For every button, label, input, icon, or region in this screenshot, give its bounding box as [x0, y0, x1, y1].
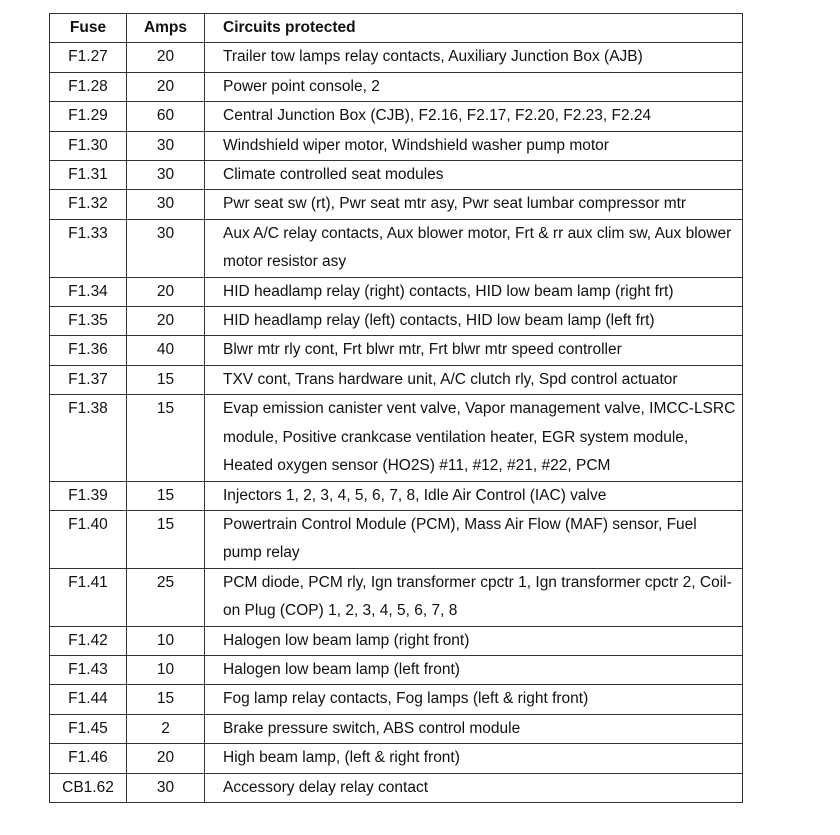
fuse-cell: F1.28	[50, 72, 127, 101]
circuits-cell: Pwr seat sw (rt), Pwr seat mtr asy, Pwr seat lumbar compressor mtr	[205, 190, 743, 219]
amps-cell: 15	[127, 481, 205, 510]
circuits-cell: Brake pressure switch, ABS control module	[205, 714, 743, 743]
amps-cell: 20	[127, 307, 205, 336]
amps-cell: 10	[127, 655, 205, 684]
header-fuse: Fuse	[50, 14, 127, 43]
table-row	[50, 568, 743, 626]
amps-cell: 20	[127, 43, 205, 72]
amps-cell: 15	[127, 365, 205, 394]
amps-cell: 40	[127, 336, 205, 365]
fuse-cell: F1.42	[50, 626, 127, 655]
circuits-cell: Blwr mtr rly cont, Frt blwr mtr, Frt blwr mtr speed controller	[205, 336, 743, 365]
amps-cell: 20	[127, 744, 205, 773]
fuse-cell: F1.27	[50, 43, 127, 72]
circuits-cell: Windshield wiper motor, Windshield washer pump motor	[205, 131, 743, 160]
circuits-cell: HID headlamp relay (left) contacts, HID low beam lamp (left frt)	[205, 307, 743, 336]
table-row	[50, 395, 743, 481]
fuse-cell: F1.43	[50, 655, 127, 684]
amps-cell: 30	[127, 161, 205, 190]
amps-cell: 30	[127, 773, 205, 802]
table-row	[50, 131, 743, 160]
amps-cell: 20	[127, 72, 205, 101]
amps-cell: 15	[127, 395, 205, 481]
circuits-cell: Injectors 1, 2, 3, 4, 5, 6, 7, 8, Idle Air Control (IAC) valve	[205, 481, 743, 510]
fuse-table	[49, 13, 743, 803]
circuits-cell: Power point console, 2	[205, 72, 743, 101]
table-row	[50, 161, 743, 190]
fuse-cell: F1.38	[50, 395, 127, 481]
table-row	[50, 685, 743, 714]
circuits-cell: Halogen low beam lamp (right front)	[205, 626, 743, 655]
table-header	[50, 14, 743, 43]
table-row	[50, 219, 743, 277]
circuits-cell: Trailer tow lamps relay contacts, Auxiliary Junction Box (AJB)	[205, 43, 743, 72]
circuits-cell: Halogen low beam lamp (left front)	[205, 655, 743, 684]
table-row	[50, 190, 743, 219]
fuse-cell: F1.40	[50, 510, 127, 568]
fuse-cell: F1.44	[50, 685, 127, 714]
fuse-cell: F1.29	[50, 102, 127, 131]
table-row	[50, 744, 743, 773]
circuits-cell: HID headlamp relay (right) contacts, HID low beam lamp (right frt)	[205, 277, 743, 306]
table-row	[50, 365, 743, 394]
amps-cell: 30	[127, 219, 205, 277]
fuse-cell: F1.33	[50, 219, 127, 277]
table-row	[50, 655, 743, 684]
table-row	[50, 714, 743, 743]
circuits-cell: Powertrain Control Module (PCM), Mass Air Flow (MAF) sensor, Fuel pump relay	[205, 510, 743, 568]
table-row	[50, 481, 743, 510]
table-row	[50, 773, 743, 802]
amps-cell: 25	[127, 568, 205, 626]
fuse-cell: F1.30	[50, 131, 127, 160]
circuits-cell: TXV cont, Trans hardware unit, A/C clutch rly, Spd control actuator	[205, 365, 743, 394]
table-row	[50, 277, 743, 306]
amps-cell: 20	[127, 277, 205, 306]
amps-cell: 60	[127, 102, 205, 131]
amps-cell: 15	[127, 510, 205, 568]
amps-cell: 2	[127, 714, 205, 743]
table-row	[50, 307, 743, 336]
header-row	[50, 14, 743, 43]
table-body	[50, 43, 743, 803]
header-amps: Amps	[127, 14, 205, 43]
fuse-cell: F1.41	[50, 568, 127, 626]
circuits-cell: Climate controlled seat modules	[205, 161, 743, 190]
fuse-cell: F1.45	[50, 714, 127, 743]
circuits-cell: PCM diode, PCM rly, Ign transformer cpctr 1, Ign transformer cpctr 2, Coil-on Plug (COP) 1, 2, 3, 4, 5, 6, 7, 8	[205, 568, 743, 626]
circuits-cell: Accessory delay relay contact	[205, 773, 743, 802]
table-row	[50, 72, 743, 101]
circuits-cell: Evap emission canister vent valve, Vapor management valve, IMCC-LSRC module, Positive crankcase ventilation heater, EGR system module, Heated oxygen sensor (HO2S) #11, #12, #21, #22, PCM	[205, 395, 743, 481]
table-row	[50, 102, 743, 131]
header-circuits: Circuits protected	[205, 14, 743, 43]
circuits-cell: Fog lamp relay contacts, Fog lamps (left & right front)	[205, 685, 743, 714]
circuits-cell: Central Junction Box (CJB), F2.16, F2.17, F2.20, F2.23, F2.24	[205, 102, 743, 131]
amps-cell: 15	[127, 685, 205, 714]
fuse-cell: F1.36	[50, 336, 127, 365]
fuse-cell: F1.31	[50, 161, 127, 190]
fuse-cell: F1.37	[50, 365, 127, 394]
circuits-cell: Aux A/C relay contacts, Aux blower motor, Frt & rr aux clim sw, Aux blower motor resistor asy	[205, 219, 743, 277]
fuse-cell: F1.34	[50, 277, 127, 306]
fuse-cell: F1.39	[50, 481, 127, 510]
fuse-cell: F1.32	[50, 190, 127, 219]
amps-cell: 30	[127, 190, 205, 219]
amps-cell: 10	[127, 626, 205, 655]
table-row	[50, 43, 743, 72]
circuits-cell: High beam lamp, (left & right front)	[205, 744, 743, 773]
table-row	[50, 510, 743, 568]
table-row	[50, 336, 743, 365]
fuse-cell: F1.46	[50, 744, 127, 773]
fuse-cell: F1.35	[50, 307, 127, 336]
table-row	[50, 626, 743, 655]
fuse-cell: CB1.62	[50, 773, 127, 802]
amps-cell: 30	[127, 131, 205, 160]
